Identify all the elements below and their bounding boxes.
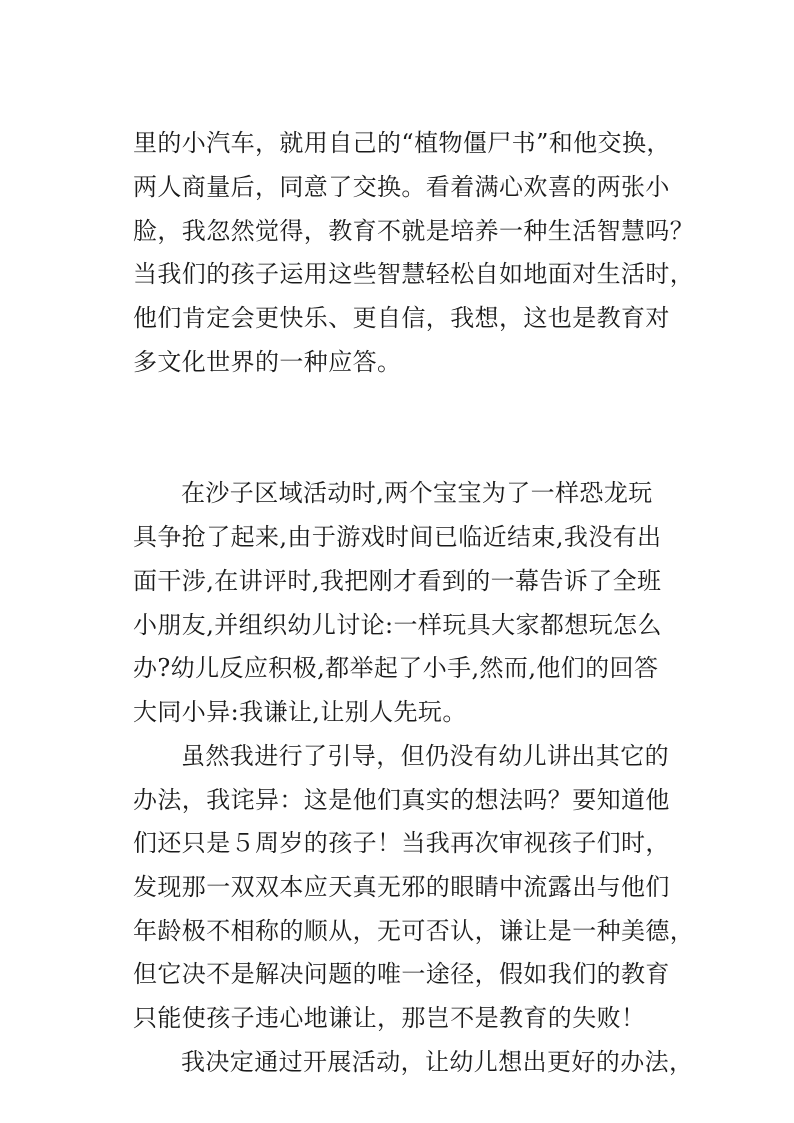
text-line: 只能使孩子违心地谦让，那岂不是教育的失败！ — [133, 1004, 646, 1032]
text-line: 他们肯定会更快乐、更自信，我想，这也是教育对 — [133, 304, 670, 332]
text-line: 办?幼儿反应积极,都举起了小手,然而,他们的回答 — [133, 654, 659, 682]
paragraph-first-line: 在沙子区域活动时,两个宝宝为了一样恐龙玩 — [181, 479, 653, 507]
text-line: 年龄极不相称的顺从，无可否认，谦让是一种美德， — [133, 917, 695, 945]
paragraph-first-line: 我决定通过开展活动，让幼儿想出更好的办法， — [181, 1048, 694, 1076]
text-line: 大同小异:我谦让,让别人先玩。 — [133, 698, 467, 726]
text-line: 小朋友,并组织幼儿讨论:一样玩具大家都想玩怎么 — [133, 611, 662, 639]
text-line: 具争抢了起来,由于游戏时间已临近结束,我没有出 — [133, 523, 662, 551]
text-line: 发现那一双双本应天真无邪的眼睛中流露出与他们 — [133, 873, 670, 901]
text-line: 办法，我诧异：这是他们真实的想法吗？要知道他 — [133, 786, 670, 814]
paragraph-first-line: 虽然我进行了引导，但仍没有幼儿讲出其它的 — [181, 742, 669, 770]
text-line: 当我们的孩子运用这些智慧轻松自如地面对生活时， — [133, 260, 695, 288]
text-line: 但它决不是解决问题的唯一途径，假如我们的教育 — [133, 960, 670, 988]
text-line: 里的小汽车，就用自己的“植物僵尸书”和他交换， — [133, 129, 671, 157]
text-line: 脸，我忽然觉得，教育不就是培养一种生活智慧吗？ — [133, 217, 695, 245]
text-line: 多文化世界的一种应答。 — [133, 348, 402, 376]
text-line: 面干涉,在讲评时,我把刚才看到的一幕告诉了全班 — [133, 567, 662, 595]
text-line: 们还只是５周岁的孩子！当我再次审视孩子们时， — [133, 829, 670, 857]
text-line: 两人商量后，同意了交换。看着满心欢喜的两张小 — [133, 173, 670, 201]
